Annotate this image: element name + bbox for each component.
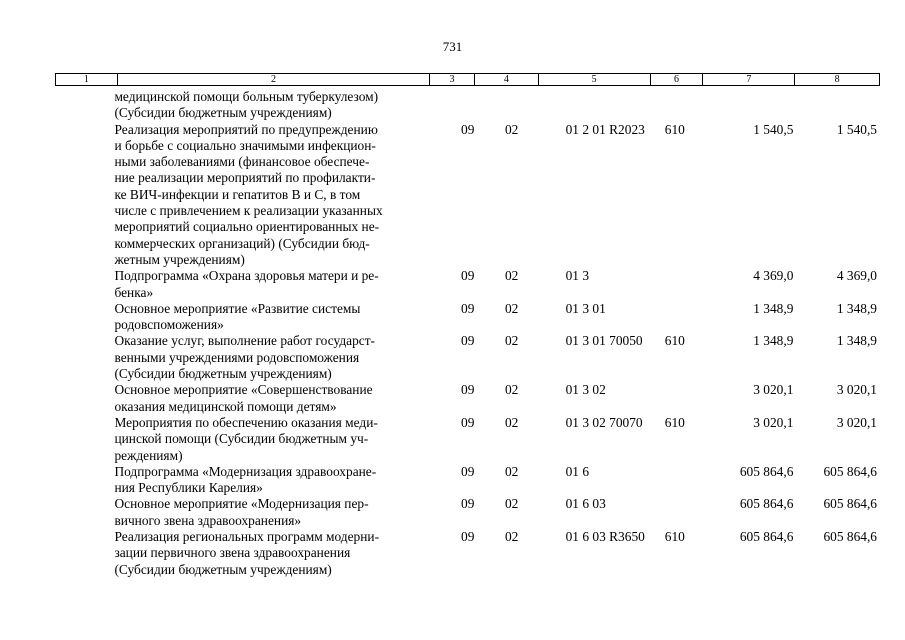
row-target-code: 01 6 xyxy=(565,463,590,479)
row-amount-2: 1 540,5 xyxy=(836,121,877,137)
column-header-4: 4 xyxy=(474,74,538,85)
table-row xyxy=(55,333,880,382)
row-section: 09 xyxy=(461,300,475,316)
row-amount-1: 3 020,1 xyxy=(753,414,794,430)
row-amount-1: 605 864,6 xyxy=(739,496,794,512)
row-expense-type xyxy=(663,382,712,415)
table-header xyxy=(55,73,880,86)
row-target-code: 01 3 xyxy=(565,268,590,284)
page-number: 731 xyxy=(442,39,463,54)
row-section: 09 xyxy=(461,382,475,398)
row-section: 09 xyxy=(461,268,475,284)
row-amount-1: 3 020,1 xyxy=(753,382,794,398)
row-amount-1: 605 864,6 xyxy=(739,463,794,479)
row-target-code xyxy=(559,89,663,122)
row-expense-type: 610 xyxy=(664,121,685,137)
row-name: Основное мероприятие «Модернизация пер- вичного звена здравоохранения» xyxy=(114,496,369,528)
row-name: Реализация региональных программ модерни- зации первичного звена здравоохранения (Субсидии бюджетным учреждениям) xyxy=(114,529,380,577)
row-section xyxy=(457,89,499,122)
row-subsection: 02 xyxy=(504,121,519,137)
column-header-6: 6 xyxy=(650,74,703,85)
row-subsection: 02 xyxy=(504,529,519,545)
budget-table-body xyxy=(55,89,880,578)
row-expense-type xyxy=(663,464,712,497)
row-amount-1 xyxy=(712,89,797,122)
row-subsection xyxy=(499,89,559,122)
row-expense-type: 610 xyxy=(664,414,685,430)
row-name: Подпрограмма «Модернизация здравоохране- ния Республики Карелия» xyxy=(114,463,377,496)
table-row xyxy=(55,529,880,578)
row-subsection: 02 xyxy=(504,463,519,479)
table-row xyxy=(55,382,880,415)
row-name: Основное мероприятие «Развитие системы родовспоможения» xyxy=(114,300,361,333)
row-name: Мероприятия по обеспечению оказания меди- цинской помощи (Субсидии бюджетным уч- реждениям) xyxy=(114,414,378,463)
row-name: медицинской помощи больным туберкулезом) (Субсидии бюджетным учреждениям) xyxy=(114,89,379,121)
row-target-code: 01 2 01 R2023 xyxy=(565,121,645,137)
row-expense-type: 610 xyxy=(664,333,685,349)
column-header-7: 7 xyxy=(702,74,794,85)
row-expense-type xyxy=(663,89,712,122)
row-subsection: 02 xyxy=(504,496,519,512)
row-name: Оказание услуг, выполнение работ государст- венными учреждениями родовспоможения (Субсидии бюджетным учреждениям) xyxy=(114,333,376,382)
table-row xyxy=(55,268,880,301)
row-amount-1: 4 369,0 xyxy=(753,268,794,284)
row-amount-1: 605 864,6 xyxy=(739,529,794,545)
row-target-code: 01 3 02 xyxy=(565,382,606,398)
row-subsection: 02 xyxy=(504,268,519,284)
row-target-code: 01 3 01 xyxy=(565,300,606,316)
row-amount-2: 4 369,0 xyxy=(836,268,877,284)
row-subsection: 02 xyxy=(504,382,519,398)
row-target-code: 01 6 03 xyxy=(565,496,606,512)
row-subsection: 02 xyxy=(504,414,519,430)
row-expense-type xyxy=(663,496,712,529)
row-amount-2: 1 348,9 xyxy=(836,300,877,316)
table-row xyxy=(55,415,880,464)
table-row xyxy=(55,464,880,497)
row-amount-2 xyxy=(797,89,880,122)
row-section: 09 xyxy=(461,529,475,545)
row-amount-2: 1 348,9 xyxy=(836,333,877,349)
column-header-3: 3 xyxy=(429,74,474,85)
column-header-1: 1 xyxy=(83,74,89,85)
table-row xyxy=(55,496,880,529)
row-expense-type xyxy=(663,301,712,334)
row-target-code: 01 3 01 70050 xyxy=(565,333,643,349)
row-amount-2: 3 020,1 xyxy=(836,382,877,398)
row-name: Реализация мероприятий по предупреждению и борьбе с социально значимыми инфекцион- ными заболеваниями (финансовое обеспече- ние реализации мероприятий по профилакти- ке ВИЧ-инфекции и гепатитов В и С, в том числе с привлечением к реализации указанных мероприятий социально ориентированных не- коммерческих организаций) (Субсидии бюд- жетным учреждениям) xyxy=(114,121,383,267)
row-amount-1: 1 348,9 xyxy=(753,333,794,349)
row-subsection: 02 xyxy=(504,333,519,349)
row-name: Основное мероприятие «Совершенствование оказания медицинской помощи детям» xyxy=(114,382,373,414)
row-section: 09 xyxy=(461,463,475,479)
row-section: 09 xyxy=(461,496,475,512)
table-row xyxy=(55,122,880,269)
row-expense-type: 610 xyxy=(664,529,685,545)
column-header-2: 2 xyxy=(117,74,429,85)
row-expense-type xyxy=(663,268,712,301)
row-subsection: 02 xyxy=(504,300,519,316)
row-target-code: 01 3 02 70070 xyxy=(565,414,643,430)
table-row xyxy=(55,301,880,334)
row-target-code: 01 6 03 R3650 xyxy=(565,529,645,545)
row-amount-1: 1 540,5 xyxy=(753,121,794,137)
row-section: 09 xyxy=(461,121,475,137)
row-amount-2: 605 864,6 xyxy=(823,496,877,512)
row-name: Подпрограмма «Охрана здоровья матери и ре- бенка» xyxy=(114,268,379,300)
row-amount-1: 1 348,9 xyxy=(753,300,794,316)
row-amount-2: 3 020,1 xyxy=(836,414,877,430)
column-header-8: 8 xyxy=(794,74,879,85)
table-row xyxy=(55,89,880,122)
row-section: 09 xyxy=(461,333,475,349)
row-section: 09 xyxy=(461,414,475,430)
row-amount-2: 605 864,6 xyxy=(823,529,877,545)
row-amount-2: 605 864,6 xyxy=(823,463,877,479)
column-header-5: 5 xyxy=(538,74,650,85)
